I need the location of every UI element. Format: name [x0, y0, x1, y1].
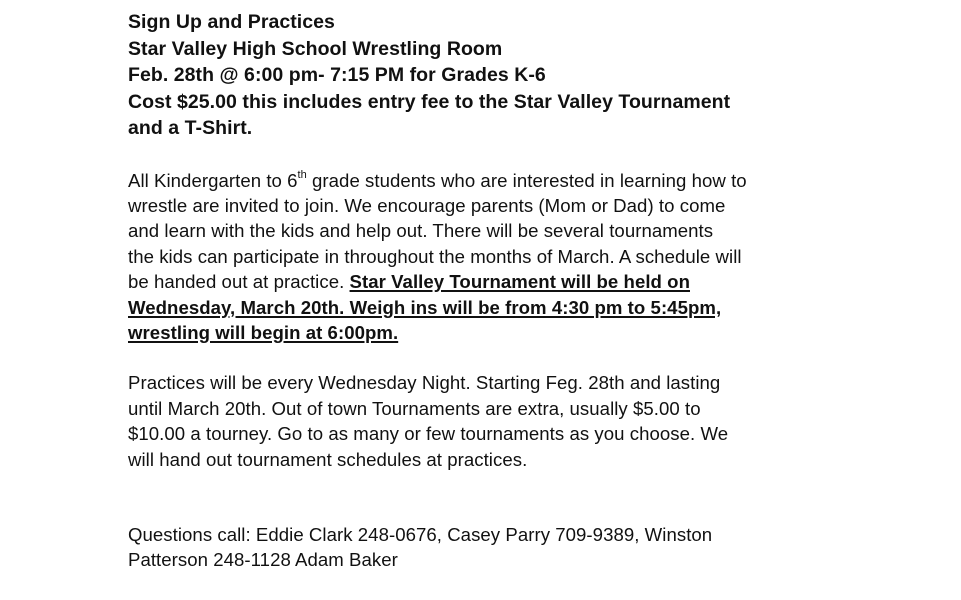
invitation-line-rest: grade students who are interested in learning how to — [306, 169, 747, 191]
contacts-line: Patterson 248-1128 Adam Baker — [128, 549, 398, 571]
heading-title: Sign Up and Practices — [128, 11, 335, 33]
schedule-note: be handed out at practice. — [128, 271, 350, 293]
invitation-line — [128, 168, 848, 193]
practice-line: will hand out tournament schedules at practices. — [128, 448, 528, 470]
invitation-line: and learn with the kids and help out. There will be several tournaments — [128, 220, 714, 242]
tournament-start-time: wrestling will begin at 6:00pm. — [128, 321, 399, 343]
invitation-line: the kids can participate in throughout the months of March. A schedule will — [128, 245, 742, 267]
heading-cost-continued: and a T-Shirt. — [128, 117, 253, 139]
contacts-line: Questions call: Eddie Clark 248-0676, Casey Parry 709-9389, Winston — [128, 523, 713, 545]
practice-line: until March 20th. Out of town Tournaments are extra, usually $5.00 to — [128, 397, 701, 419]
invitation-paragraph — [128, 168, 848, 346]
practice-line: $10.00 a tourney. Go to as many or few tournaments as you choose. We — [128, 423, 729, 445]
invitation-line: wrestle are invited to join. We encourage parents (Mom or Dad) to come — [128, 194, 726, 216]
heading-cost: Cost $25.00 this includes entry fee to the Star Valley Tournament — [128, 90, 731, 113]
ordinal-suffix: th — [297, 169, 307, 182]
tournament-date-weigh-ins: Wednesday, March 20th. Weigh ins will be from 4:30 pm to 5:45pm, — [128, 296, 722, 318]
grade-range-text: All Kindergarten to 6 — [128, 169, 298, 191]
practice-paragraph — [128, 370, 848, 472]
flyer-document — [128, 9, 848, 573]
heading-block — [128, 9, 848, 142]
invitation-line — [128, 269, 848, 294]
heading-time: Feb. 28th @ 6:00 pm- 7:15 PM for Grades K-6 — [128, 64, 546, 86]
contacts-paragraph — [128, 522, 848, 573]
practice-line: Practices will be every Wednesday Night. Starting Feg. 28th and lasting — [128, 372, 721, 394]
tournament-announcement: Star Valley Tournament will be held on — [349, 271, 690, 293]
heading-location: Star Valley High School Wrestling Room — [128, 37, 503, 60]
